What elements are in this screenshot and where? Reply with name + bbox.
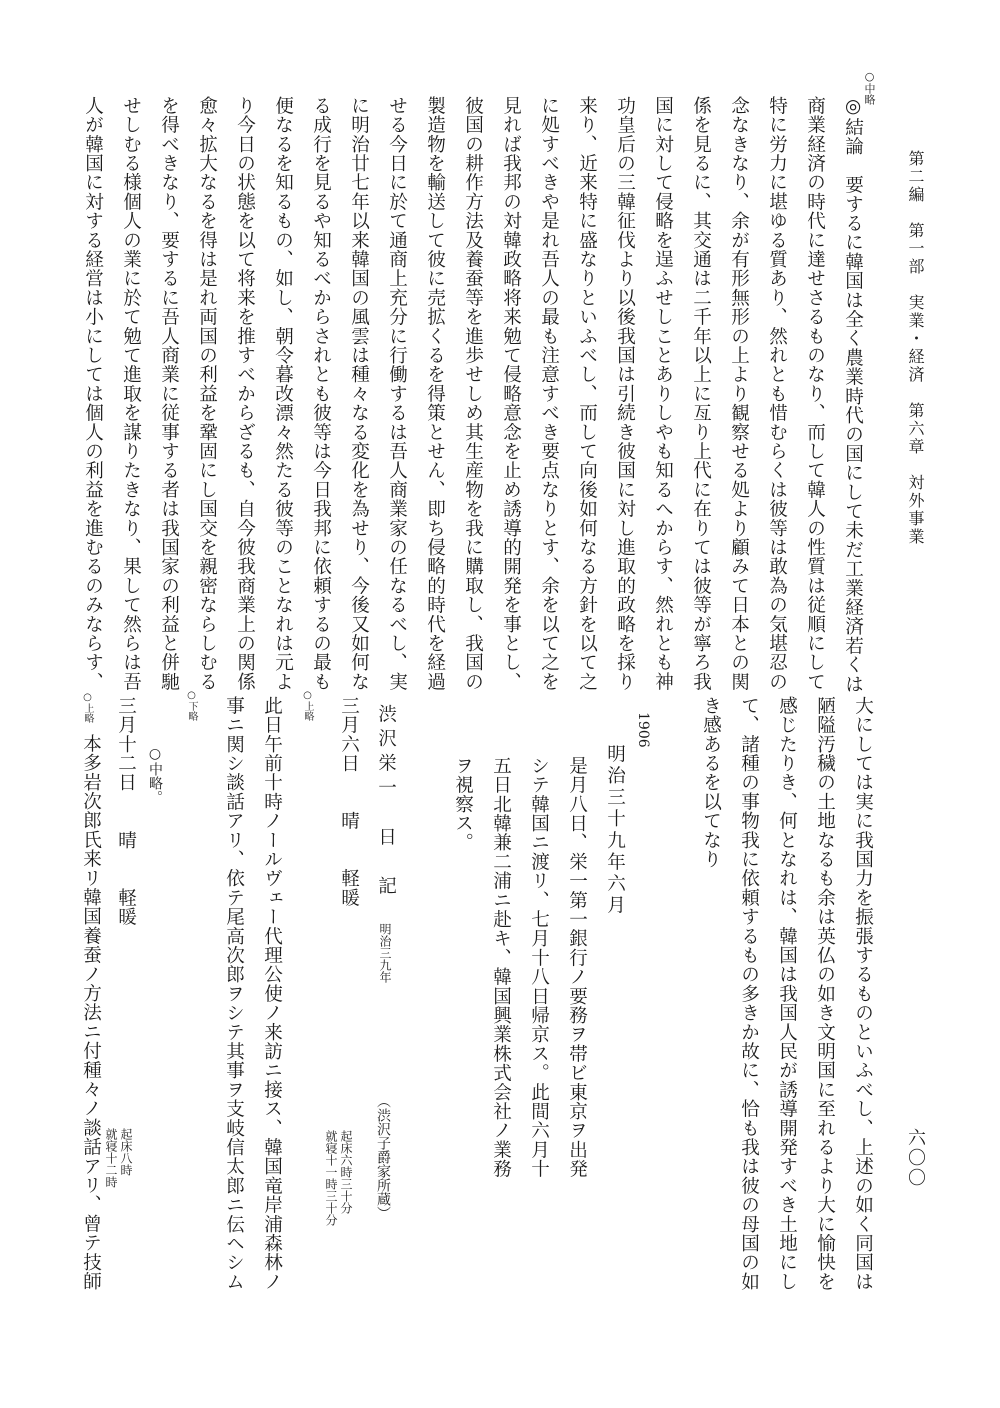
text-line: 商業経済の時代に達せさるものなり、而して韓人の性質は従順にして: [804, 96, 826, 692]
omission-mark: ○上略: [302, 690, 313, 721]
omission-mark: ○上略: [82, 692, 93, 723]
text-line: シテ韓国ニ渡リ、七月十八日帰京ス。此間六月十: [528, 756, 550, 1179]
text-line: 係を見るに、其交通は二千年以上に亙り上代に在りては彼等が寧ろ我: [690, 96, 712, 692]
year-gloss: 1906: [635, 712, 651, 748]
text-line: 五日北韓兼二浦ニ赴キ、韓国興業株式会社ノ業務: [490, 756, 512, 1179]
source-year: 明治三九年: [378, 923, 392, 983]
text-line: 来り、近来特に盛なりといふべし、而して向後如何なる方針を以て之: [576, 96, 598, 692]
text-line: き感あるを以てなり: [700, 696, 722, 869]
omission-mark: ○中略。: [147, 746, 163, 804]
text-line: ◎結論 要するに韓国は全く農業時代の国にして未だ工業経済若くは: [842, 96, 864, 694]
rise-time-mar12: 起床八時: [119, 1128, 133, 1176]
text-line: せしむる様個人の業に於て勉て進取を謀りたきなり、果して然らは吾: [120, 96, 142, 692]
text-line: に処すべきや是れ吾人の最も注意すべき要点なりとす、余を以て之を: [538, 96, 560, 692]
text-line: に明治廿七年以来韓国の風雲は種々なる変化を為せり、今後又如何な: [348, 96, 370, 692]
page-number: 六〇〇: [905, 1128, 926, 1188]
text-line: 製造物を輸送して彼に売拡くるを得策とせん、即ち侵略的時代を経過: [424, 96, 446, 692]
diary-date-mar12: 三月十二日 晴 軽暖: [115, 696, 137, 927]
text-line: 愈々拡大なるを得は是れ両国の利益を鞏固にし国交を親密ならしむる: [196, 96, 218, 692]
text-line: 念なきなり、余が有形無形の上より観察せる処より顧みて日本との関: [728, 96, 750, 692]
text-line: る成行を見るや知るべからされとも彼等は今日我邦に依頼するの最も: [310, 96, 332, 692]
text-line: ヲ視察ス。: [452, 756, 474, 852]
text-line: 大にしては実に我国力を振張するものといふべし、上述の如く同国は: [852, 696, 874, 1292]
text-line: 事ニ関シ談話アリ、依テ尾高次郎ヲシテ其事ヲ支岐信太郎ニ伝ヘシム: [223, 696, 245, 1292]
text-line: て、諸種の事物我に依頼するもの多きか故に、恰も我は彼の母国の如: [738, 696, 760, 1292]
omission-mark: ○中略: [863, 70, 876, 105]
text-line: り今日の状態を以て将来を推すべからざるも、自今彼我商業上の関係: [234, 96, 256, 692]
text-line: 此日午前十時ノールヴェー代理公使ノ来訪ニ接ス、韓国竜岸浦森林ノ: [261, 696, 283, 1292]
text-line: 陋隘汚穢の土地なるも余は英仏の如き文明国に至れるより大に愉快を: [814, 696, 836, 1292]
source-holder: （渋沢子爵家所蔵）: [375, 1094, 391, 1220]
running-header: 第二編 第一部 実業・経済 第六章 対外事業: [906, 150, 925, 546]
text-line: 国に対して侵略を逞ふせしことありしやも知るへからす、然れとも神: [652, 96, 674, 692]
text-line: 便なるを知るもの、如し、朝令暮改漂々然たる彼等のことなれは元よ: [272, 96, 294, 692]
text-line: 功皇后の三韓征伐より以後我国は引続き彼国に対し進取的政略を採り: [614, 96, 636, 692]
text-line: 彼国の耕作方法及養蚕等を進歩せしめ其生産物を我に購取し、我国の: [462, 96, 484, 692]
text-line: 人が韓国に対する経営は小にしては個人の利益を進むるのみならす、: [82, 96, 104, 692]
rise-time-mar6: 起床六時三十分: [339, 1130, 353, 1214]
omission-mark: ○下略: [186, 690, 197, 721]
source-title: 渋沢栄一 日 記: [375, 704, 397, 901]
text-line: 本多岩次郎氏来リ韓国養蚕ノ方法ニ付種々ノ談話アリ、曾テ技師: [80, 734, 102, 1291]
text-line: 見れば我邦の対韓政略将来勉て侵略意念を止め誘導的開発を事とし、: [500, 96, 522, 692]
date-heading: 明治三十九年六月: [604, 744, 626, 917]
text-line: せる今日に於て通商上充分に行働するは吾人商業家の任なるべし、実: [386, 96, 408, 692]
sleep-time-mar6: 就寝十一時三十分: [324, 1130, 338, 1226]
text-line: 感じたりき、何となれは、韓国は我国人民が誘導開発すべき土地にし: [776, 696, 798, 1292]
diary-date-mar6: 三月六日 晴 軽暖: [338, 696, 360, 908]
sleep-time-mar12: 就寝十二時: [104, 1128, 118, 1188]
text-line: を得べきなり、要するに吾人商業に従事する者は我国家の利益と併馳: [158, 96, 180, 692]
text-line: 特に労力に堪ゆる質あり、然れとも惜むらくは彼等は敢為の気堪忍の: [766, 96, 788, 692]
text-line: 是月八日、栄一第一銀行ノ要務ヲ帯ビ東京ヲ出発: [566, 756, 588, 1179]
